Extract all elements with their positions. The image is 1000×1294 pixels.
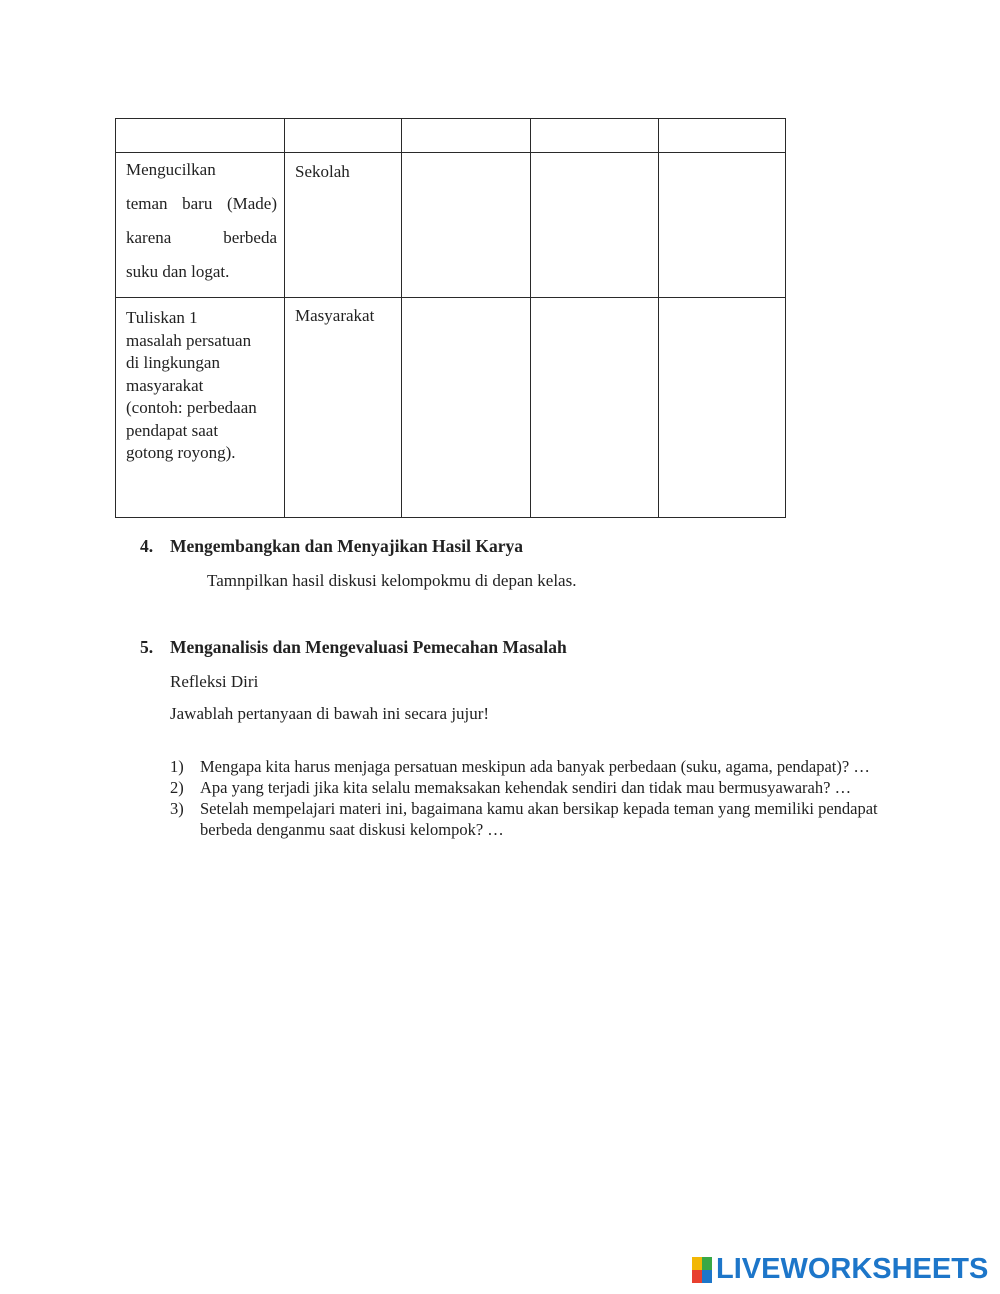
question-number: 2) [170,778,184,797]
table-header-row [116,119,786,153]
problem-word: berbeda [223,228,277,247]
section-number: 5. [140,637,154,657]
activity-table [115,118,786,518]
problem-line: di lingkungan [126,353,220,372]
table-row [116,298,786,518]
header-cell [531,119,659,153]
problem-line: Tuliskan 1 [126,308,198,327]
header-cell [285,119,402,153]
question-text: Mengapa kita harus menjaga persatuan meskipun ada banyak perbedaan (suku, agama, pendapat)? … [200,757,870,776]
problem-word: baru [182,194,213,213]
table-row [116,153,786,298]
liveworksheets-logo[interactable] [692,1253,988,1286]
problem-line [126,221,277,255]
answer-cell[interactable] [531,298,659,518]
answer-cell[interactable] [402,298,531,518]
question-text: Setelah mempelajari materi ini, bagaimana kamu akan bersikap kepada teman yang memiliki pendapat berbeda denganmu saat diskusi kelompok? … [200,799,878,839]
problem-line: pendapat saat [126,420,219,440]
problem-cell [116,298,285,518]
section-number: 4. [140,536,154,556]
problem-line [126,187,277,221]
problem-word: karena [126,228,172,247]
question-number: 3) [170,799,184,818]
reflection-subtitle: Refleksi Diri [170,672,259,691]
location-cell: Masyarakat [285,298,402,518]
location-cell: Sekolah [285,153,402,298]
header-cell [659,119,786,153]
problem-cell [116,153,285,298]
answer-cell[interactable] [402,153,531,298]
header-cell [402,119,531,153]
list-item [170,756,890,777]
problem-line: masalah persatuan [126,330,252,350]
problem-word: (Made) [226,194,277,213]
logo-mark-square [702,1270,712,1283]
problem-line: masyarakat [126,375,204,395]
section-title: Menganalisis dan Mengevaluasi Pemecahan Masalah [170,637,567,657]
question-list [170,756,890,840]
problem-line: (contoh: perbedaan [126,398,257,417]
answer-cell[interactable] [531,153,659,298]
answer-cell[interactable] [659,153,786,298]
problem-line: gotong royong). [126,443,236,462]
section-4 [140,536,523,557]
section-5-heading [140,637,567,658]
section-4-heading [140,536,523,557]
list-item [170,798,890,840]
section-title: Mengembangkan dan Menyajikan Hasil Karya [170,536,523,556]
logo-text: LIVEWORKSHEETS [716,1253,989,1285]
list-item [170,777,890,798]
problem-word: teman [126,194,168,213]
logo-mark-icon [692,1257,712,1283]
problem-line: Mengucilkan [126,160,216,179]
section-4-body: Tamnpilkan hasil diskusi kelompokmu di depan kelas. [207,571,577,590]
logo-mark-square [692,1257,702,1270]
section-5 [140,637,567,658]
problem-line: suku dan logat. [126,262,230,281]
logo-mark-square [702,1257,712,1270]
reflection-instruction: Jawablah pertanyaan di bawah ini secara jujur! [170,704,490,723]
question-text: Apa yang terjadi jika kita selalu memaksakan kehendak sendiri dan tidak mau bermusyawarah? … [200,778,852,797]
answer-cell[interactable] [659,298,786,518]
header-cell [116,119,285,153]
logo-mark-square [692,1270,702,1283]
question-number: 1) [170,757,184,776]
